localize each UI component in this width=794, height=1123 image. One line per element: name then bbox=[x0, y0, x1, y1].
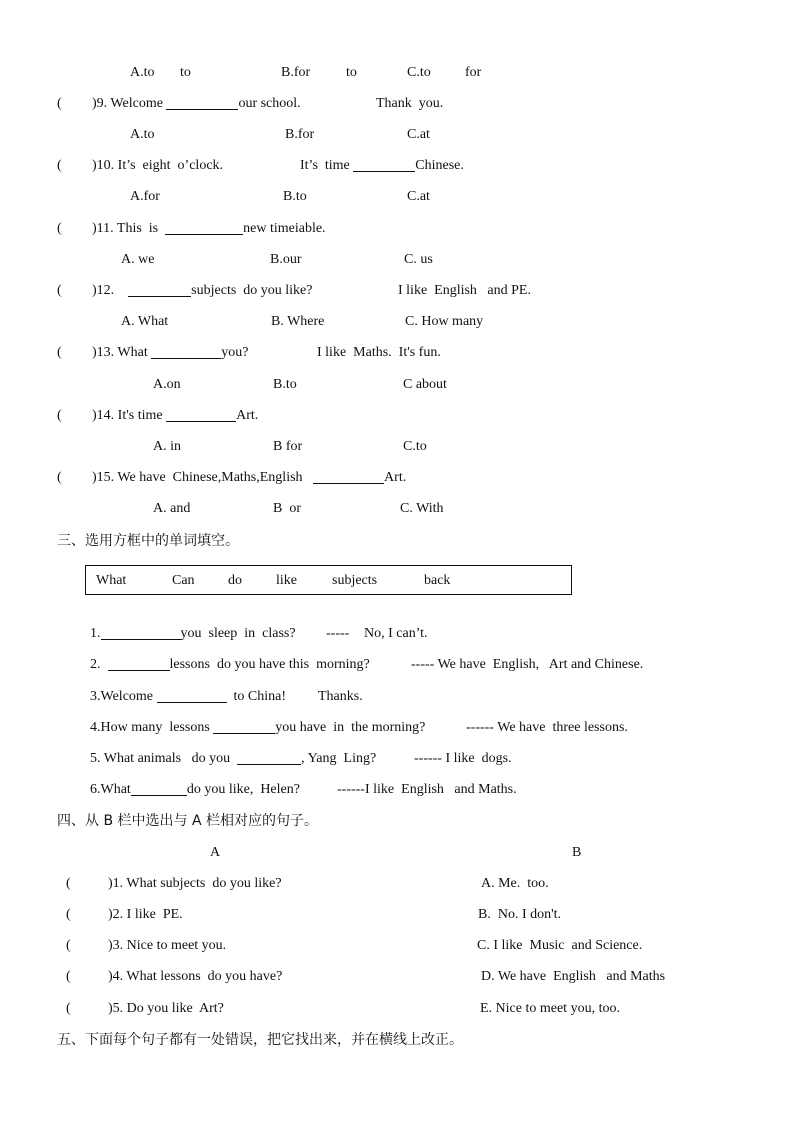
match-row-5 bbox=[0, 997, 794, 1021]
q8-options-row bbox=[0, 61, 794, 85]
item-text: you have in the morning? bbox=[275, 720, 426, 735]
section-3-heading-row bbox=[0, 529, 794, 553]
option: B or bbox=[273, 501, 301, 516]
q12-options-row bbox=[0, 310, 794, 334]
answer-paren: ( bbox=[57, 345, 62, 360]
dash: ------ bbox=[466, 720, 494, 735]
response-text: I like English and PE. bbox=[398, 283, 531, 298]
item-number: 3.Welcome bbox=[90, 689, 154, 704]
dash: ----- bbox=[411, 657, 435, 672]
answer-paren: ( bbox=[57, 158, 62, 173]
section-heading: 三、选用方框中的单词填空。 bbox=[57, 533, 239, 549]
answer-paren: ( bbox=[57, 221, 62, 236]
option: C.at bbox=[407, 189, 430, 204]
match-row-1 bbox=[0, 872, 794, 896]
section-4-heading-row bbox=[0, 809, 794, 833]
item-number: 5. What animals do you bbox=[90, 751, 231, 766]
question-text: What bbox=[117, 345, 148, 360]
answer-paren: ( bbox=[66, 938, 71, 953]
question-number: )9. bbox=[92, 96, 108, 111]
fill-item-text bbox=[90, 622, 296, 646]
answer-blank[interactable] bbox=[151, 344, 221, 359]
question-text: Art. bbox=[384, 470, 407, 485]
question-text: It’s eight o’clock. bbox=[117, 158, 224, 173]
question-9 bbox=[0, 92, 794, 116]
question-text: It’s time bbox=[300, 158, 350, 173]
fill-item-text bbox=[90, 653, 370, 677]
question-text: Chinese. bbox=[415, 158, 464, 173]
reply-text: I like dogs. bbox=[445, 751, 512, 766]
fill-item-text bbox=[90, 716, 425, 740]
option: A.on bbox=[153, 377, 181, 392]
option: C about bbox=[403, 377, 447, 392]
answer-blank[interactable] bbox=[353, 157, 415, 172]
section-5-heading-row bbox=[0, 1028, 794, 1052]
match-row-3 bbox=[0, 934, 794, 958]
question-12-text bbox=[92, 279, 312, 303]
column-b-header: B bbox=[572, 845, 582, 860]
q10-options-row bbox=[0, 185, 794, 209]
match-answer: B. No. I don't. bbox=[478, 907, 562, 922]
question-9-text bbox=[92, 92, 301, 116]
fill-item-text bbox=[90, 778, 300, 802]
option: B. Where bbox=[271, 314, 325, 329]
match-answer: E. Nice to meet you, too. bbox=[480, 1001, 620, 1016]
answer-blank[interactable] bbox=[165, 220, 243, 235]
option: to bbox=[346, 65, 357, 80]
q14-options-row bbox=[0, 435, 794, 459]
item-text: you sleep in class? bbox=[180, 626, 296, 641]
question-text: you? bbox=[221, 345, 249, 360]
q13-options-row bbox=[0, 373, 794, 397]
reply-row bbox=[414, 747, 512, 771]
question-14-text bbox=[92, 404, 258, 428]
dash: ----- bbox=[326, 626, 350, 641]
question-text: This is bbox=[116, 221, 159, 236]
item-number: 2. bbox=[90, 657, 101, 672]
item-text: lessons do you have this morning? bbox=[169, 657, 370, 672]
match-question: )2. I like PE. bbox=[108, 907, 183, 922]
item-number: 1. bbox=[90, 626, 101, 641]
word-bank-word: What bbox=[96, 573, 127, 588]
option: A. What bbox=[121, 314, 169, 329]
answer-paren: ( bbox=[57, 408, 62, 423]
question-number: )11. bbox=[92, 221, 114, 236]
option: B.our bbox=[270, 252, 302, 267]
question-text: We have Chinese,Maths,English bbox=[117, 470, 303, 485]
fill-item-2 bbox=[0, 653, 794, 677]
section-heading: 四、从 B 栏中选出与 A 栏相对应的句子。 bbox=[57, 813, 318, 829]
answer-paren: ( bbox=[57, 470, 62, 485]
option: for bbox=[465, 65, 482, 80]
match-question: )4. What lessons do you have? bbox=[108, 969, 283, 984]
word-bank-word: subjects bbox=[332, 573, 378, 588]
question-15-text bbox=[92, 466, 406, 490]
answer-blank[interactable] bbox=[131, 781, 187, 796]
option: C. us bbox=[404, 252, 433, 267]
question-13-text bbox=[92, 341, 248, 365]
question-15 bbox=[0, 466, 794, 490]
match-answer: A. Me. too. bbox=[481, 876, 549, 891]
option: B.to bbox=[273, 377, 297, 392]
item-text: to China! bbox=[233, 689, 287, 704]
reply-text: We have three lessons. bbox=[497, 720, 628, 735]
question-number: )13. bbox=[92, 345, 115, 360]
word-bank-word: Can bbox=[172, 573, 195, 588]
answer-paren: ( bbox=[66, 1001, 71, 1016]
response-text: I like Maths. It's fun. bbox=[317, 345, 441, 360]
option: C.to bbox=[403, 439, 427, 454]
option: C. How many bbox=[405, 314, 484, 329]
match-row-4 bbox=[0, 965, 794, 989]
question-number: )15. bbox=[92, 470, 115, 485]
reply-row bbox=[411, 653, 643, 677]
option: B.for bbox=[285, 127, 315, 142]
match-answer: C. I like Music and Science. bbox=[477, 938, 643, 953]
answer-paren: ( bbox=[57, 283, 62, 298]
answer-blank[interactable] bbox=[101, 625, 181, 640]
item-text: , Yang Ling? bbox=[301, 751, 377, 766]
question-text: subjects do you like? bbox=[191, 283, 313, 298]
answer-paren: ( bbox=[66, 907, 71, 922]
option: A. we bbox=[121, 252, 155, 267]
option: B.to bbox=[283, 189, 307, 204]
response-text: Thank you. bbox=[376, 96, 444, 111]
answer-paren: ( bbox=[66, 876, 71, 891]
question-text: Art. bbox=[236, 408, 259, 423]
option: C.to bbox=[407, 65, 431, 80]
answer-blank[interactable] bbox=[213, 719, 275, 734]
reply-text: I like English and Maths. bbox=[364, 782, 517, 797]
q9-options-row bbox=[0, 123, 794, 147]
option: B.for bbox=[281, 65, 311, 80]
fill-item-1 bbox=[0, 622, 794, 646]
option: A.to bbox=[130, 65, 155, 80]
reply-text: No, I can’t. bbox=[364, 626, 428, 641]
question-number: )10. bbox=[92, 158, 115, 173]
option: C. With bbox=[400, 501, 444, 516]
fill-item-text bbox=[90, 685, 286, 709]
match-row-2 bbox=[0, 903, 794, 927]
question-text: our school. bbox=[238, 96, 301, 111]
fill-item-3 bbox=[0, 685, 794, 709]
option: to bbox=[180, 65, 191, 80]
reply-row bbox=[466, 716, 628, 740]
match-answer: D. We have English and Maths bbox=[481, 969, 666, 984]
question-10 bbox=[0, 154, 794, 178]
question-number: )14. bbox=[92, 408, 115, 423]
question-number: )12. bbox=[92, 283, 115, 298]
question-text: Welcome bbox=[110, 96, 163, 111]
match-question: )1. What subjects do you like? bbox=[108, 876, 282, 891]
dash: ------ bbox=[414, 751, 442, 766]
reply-text: We have English, Art and Chinese. bbox=[437, 657, 644, 672]
reply-row bbox=[337, 778, 517, 802]
word-bank-box bbox=[85, 565, 572, 595]
section-heading: 五、下面每个句子都有一处错误，把它找出来，并在横线上改正。 bbox=[57, 1032, 463, 1048]
answer-blank[interactable] bbox=[166, 95, 238, 110]
fill-item-text bbox=[90, 747, 376, 771]
match-question: )3. Nice to meet you. bbox=[108, 938, 227, 953]
question-13 bbox=[0, 341, 794, 365]
answer-blank[interactable] bbox=[166, 407, 236, 422]
fill-item-4 bbox=[0, 716, 794, 740]
q11-options-row bbox=[0, 248, 794, 272]
option: A. and bbox=[153, 501, 191, 516]
option: C.at bbox=[407, 127, 430, 142]
item-number: 6.What bbox=[90, 782, 131, 797]
fill-item-6 bbox=[0, 778, 794, 802]
word-bank-word: do bbox=[228, 573, 242, 588]
question-11 bbox=[0, 217, 794, 241]
column-headers bbox=[0, 841, 794, 865]
answer-blank[interactable] bbox=[313, 469, 384, 484]
item-number: 4.How many lessons bbox=[90, 720, 210, 735]
item-text: do you like, Helen? bbox=[186, 782, 300, 797]
answer-paren: ( bbox=[66, 969, 71, 984]
question-11-text bbox=[92, 217, 326, 241]
answer-blank[interactable] bbox=[108, 656, 170, 671]
q15-options-row bbox=[0, 497, 794, 521]
word-bank-word: back bbox=[424, 573, 451, 588]
question-text: new timeiable. bbox=[243, 221, 326, 236]
word-bank-word: like bbox=[276, 573, 297, 588]
answer-blank[interactable] bbox=[237, 750, 301, 765]
question-10-response bbox=[300, 154, 464, 178]
dash: ------ bbox=[337, 782, 365, 797]
option: A.to bbox=[130, 127, 155, 142]
answer-blank[interactable] bbox=[128, 282, 191, 297]
answer-blank[interactable] bbox=[157, 688, 227, 703]
question-text: It's time bbox=[117, 408, 163, 423]
reply-text: Thanks. bbox=[318, 689, 363, 704]
question-14 bbox=[0, 404, 794, 428]
option: A.for bbox=[130, 189, 160, 204]
match-question: )5. Do you like Art? bbox=[108, 1001, 224, 1016]
fill-item-5 bbox=[0, 747, 794, 771]
question-10-text bbox=[92, 154, 223, 178]
column-a-header: A bbox=[210, 845, 221, 860]
question-12 bbox=[0, 279, 794, 303]
answer-paren: ( bbox=[57, 96, 62, 111]
option: B for bbox=[273, 439, 303, 454]
option: A. in bbox=[153, 439, 181, 454]
